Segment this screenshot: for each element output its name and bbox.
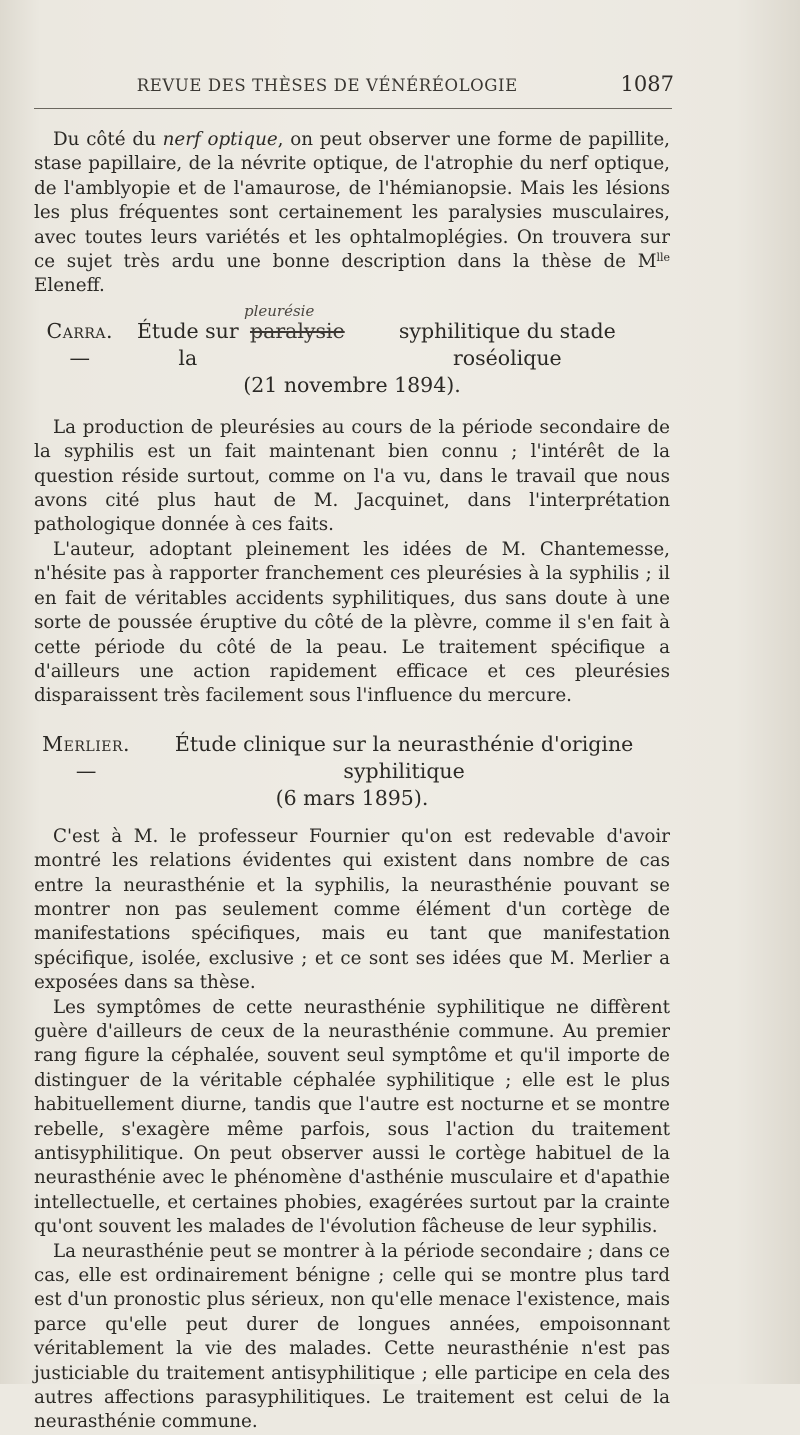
thesis-date: (21 novembre 1894). — [243, 372, 461, 397]
thesis-heading-merlier: Merlier. — Étude clinique sur la neurasthénie d'origine syphilitique (6 mars 1895). — [34, 731, 670, 812]
carra-paragraph: La production de pleurésies au cours de la période secondaire de la syphilis est un fait maintenant bien connu ; l'intérêt de la question réside surtout, comme on l'a vu, dans le travail que nous avons cité plus haut de M. Jacquinet, dans l'interprétation pathologique donnée à ces faits. — [34, 416, 670, 536]
header-rule — [34, 108, 672, 109]
page-header — [34, 72, 674, 96]
page-body — [34, 128, 670, 1435]
author-name: Merlier. — [42, 731, 131, 756]
handwritten-correction — [243, 301, 345, 345]
merlier-paragraph: La neurasthénie peut se montrer à la période secondaire ; dans ce cas, elle est ordinairement bénigne ; celle qui se montre plus tard est d'un pronostic plus sérieux, non qu'elle menace l'existence, mais parce qu'elle peut durer de longues années, empoisonnant véritablement la vie des malades. Cette neurasthénie n'est pas justiciable du traitement antisyphilitique ; elle participe en cela des autres affections parasyphilitiques. Le traitement est celui de la neurasthénie commune. — [34, 1240, 670, 1433]
carra-paragraph: L'auteur, adoptant pleinement les idées de M. Chantemesse, n'hésite pas à rapporter franchement ces pleurésies à la syphilis ; il en fait de véritables accidents syphilitiques, dus sans doute à une sorte de poussée éruptive du côté de la plèvre, comme il s'en fait à cette période du côté de la peau. Le traitement spécifique a d'ailleurs une action rapidement efficace et ces pleurésies disparaissent très facilement sous l'influence du mercure. — [34, 538, 670, 707]
page-number: 1087 — [620, 72, 674, 96]
thesis-date: (6 mars 1895). — [275, 785, 429, 810]
merlier-paragraph: C'est à M. le professeur Fournier qu'on est redevable d'avoir montré les relations évidentes qui existent dans nombre de cas entre la neurasthénie et la syphilis, la neurasthénie pouvant se montrer non pas seulement comme élément d'un cortège de manifestations spécifiques, mais eu tant que manifestation spécifique, isolée, exclusive ; et ce sont ses idées que M. Merlier a exposées dans sa thèse. — [34, 825, 670, 994]
merlier-paragraph: Les symptômes de cette neurasthénie syphilitique ne diffèrent guère d'ailleurs de ceux de la neurasthénie commune. Au premier rang figure la céphalée, souvent seul symptôme et qu'il importe de distinguer de la véritable céphalée syphilitique ; elle est le plus habituellement diurne, tandis que l'autre est nocturne et se montre rebelle, s'exagère même parfois, sous l'action du traitement antisyphilitique. On peut observer aussi le cortège habituel de la neurasthénie avec le phénomène d'asthénie musculaire et d'apathie intellectuelle, et certaines phobies, exagérées surtout par la crainte qu'ont souvent les malades de l'évolution fâcheuse de leur syphilis. — [34, 996, 670, 1238]
running-head: REVUE DES THÈSES DE VÉNÉRÉOLOGIE — [136, 76, 518, 95]
thesis-heading-carra: Carra. — Étude sur la pleurésie paralysie syphilitique du stade roséolique (21 novembre 1894). — [34, 318, 670, 399]
intro-paragraph: Du côté du nerf optique, on peut observer une forme de papillite, stase papillaire, de la névrite optique, de l'atrophie du nerf optique, de l'amblyopie et de l'amaurose, de l'hémianopsie. Mais les lésions les plus fréquentes sont certainement les paralysies musculaires, avec toutes leurs variétés et les ophtalmoplégies. On trouvera sur ce sujet très ardu une bonne description dans la thèse de $M^{lle}$ Eleneff. — [34, 129, 670, 297]
struck-word: paralysie — [249, 318, 345, 343]
handwritten-word: pleurésie — [243, 301, 315, 320]
author-name: Carra. — [46, 318, 114, 343]
